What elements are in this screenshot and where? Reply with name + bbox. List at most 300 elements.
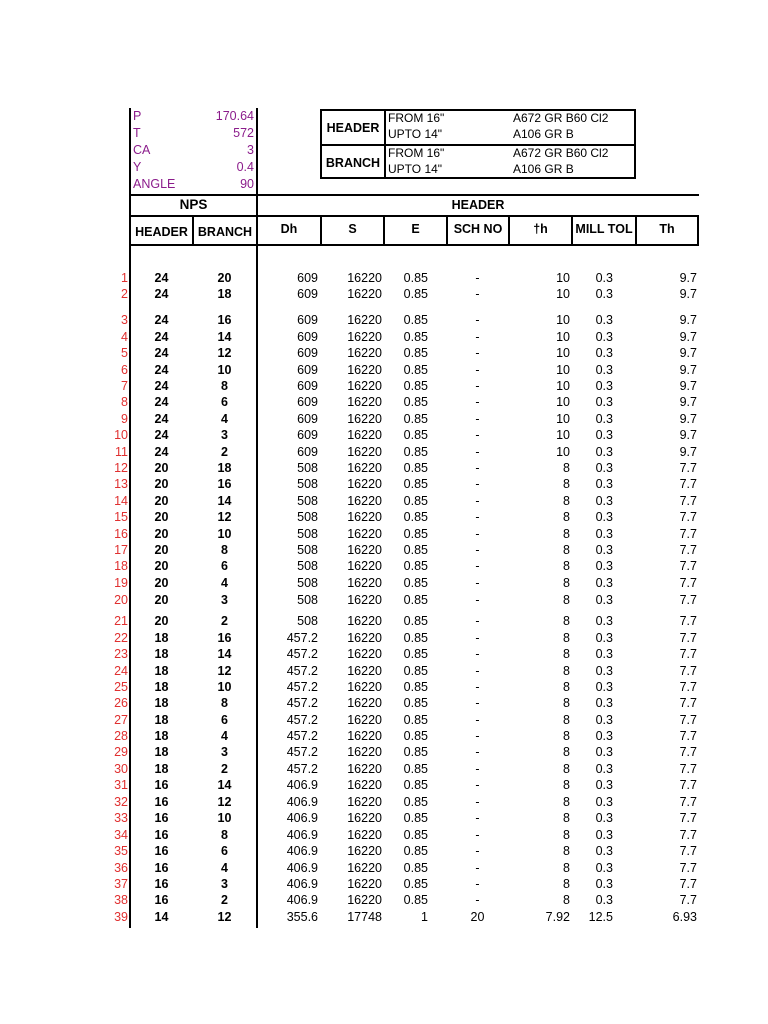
cell-th: 7.7 [679,477,697,491]
table-row [0,460,768,476]
cell-header-nps: 24 [154,287,169,301]
cell-header-nps: 16 [154,778,169,792]
material-grade: A672 GR B60 Cl2 [513,111,609,125]
cell-mill-tol: 0.3 [595,614,613,628]
cell-branch-nps: 8 [221,379,228,393]
cell-branch-nps: 2 [221,762,228,776]
cell-sch-no: - [475,271,480,285]
cell-branch-nps: 12 [217,664,232,678]
cell-e: 0.85 [403,477,428,491]
cell-th-nominal: 10 [556,346,570,360]
cell-th: 7.7 [679,762,697,776]
cell-branch-nps: 3 [221,428,228,442]
row-number: 16 [114,527,128,541]
cell-e: 0.85 [403,461,428,475]
cell-header-nps: 16 [154,861,169,875]
cell-th: 7.7 [679,494,697,508]
cell-header-nps: 24 [154,428,169,442]
table-row [0,476,768,492]
cell-header-nps: 16 [154,893,169,907]
cell-sch-no: - [475,729,480,743]
cell-e: 0.85 [403,330,428,344]
cell-th-nominal: 8 [563,893,570,907]
cell-branch-nps: 18 [217,287,232,301]
cell-th: 9.7 [679,346,697,360]
cell-branch-nps: 10 [217,363,232,377]
cell-e: 0.85 [403,795,428,809]
row-number: 29 [114,745,128,759]
cell-sch-no: - [475,811,480,825]
cell-e: 0.85 [403,713,428,727]
material-branch-label: BRANCH [322,146,386,179]
row-number: 31 [114,778,128,792]
row-number: 21 [114,614,128,628]
material-size-from: FROM 16" [388,146,445,160]
cell-dh: 457.2 [286,631,318,645]
cell-e: 0.85 [403,445,428,459]
cell-mill-tol: 0.3 [595,412,613,426]
cell-sch-no: - [475,680,480,694]
cell-mill-tol: 0.3 [595,576,613,590]
table-rule-top [129,194,699,196]
cell-e: 0.85 [403,543,428,557]
cell-mill-tol: 0.3 [595,527,613,541]
cell-e: 0.85 [403,313,428,327]
col-header-e: E [411,222,420,236]
cell-th-nominal: 8 [563,745,570,759]
table-row [0,444,768,460]
cell-th: 7.7 [679,877,697,891]
param-row-y [130,159,256,176]
param-label: P [133,109,142,123]
table-row [0,542,768,558]
row-number: 28 [114,729,128,743]
cell-e: 0.85 [403,494,428,508]
cell-sch-no: - [475,576,480,590]
cell-header-nps: 20 [154,543,169,557]
cell-th: 7.7 [679,745,697,759]
cell-th-nominal: 8 [563,631,570,645]
cell-branch-nps: 12 [217,910,232,924]
table-row [0,378,768,394]
cell-dh: 508 [297,527,318,541]
cell-sch-no: - [475,631,480,645]
cell-branch-nps: 2 [221,893,228,907]
cell-s: 16220 [347,614,382,628]
cell-th: 7.7 [679,729,697,743]
table-row [0,761,768,777]
param-label: T [133,126,141,140]
cell-header-nps: 18 [154,762,169,776]
cell-th: 7.7 [679,696,697,710]
cell-dh: 609 [297,445,318,459]
row-number: 33 [114,811,128,825]
header-group-heading: HEADER [451,198,505,212]
cell-s: 16220 [347,494,382,508]
cell-mill-tol: 0.3 [595,631,613,645]
cell-s: 16220 [347,844,382,858]
cell-mill-tol: 0.3 [595,713,613,727]
cell-th: 7.7 [679,893,697,907]
cell-th: 7.7 [679,647,697,661]
cell-sch-no: - [475,713,480,727]
cell-th: 7.7 [679,795,697,809]
cell-th-nominal: 8 [563,696,570,710]
cell-e: 0.85 [403,778,428,792]
cell-branch-nps: 14 [217,494,232,508]
cell-branch-nps: 16 [217,477,232,491]
cell-s: 16220 [347,330,382,344]
table-rule-subheader [129,215,699,217]
cell-s: 16220 [347,559,382,573]
cell-sch-no: - [475,559,480,573]
cell-s: 16220 [347,713,382,727]
cell-th: 6.93 [672,910,697,924]
cell-mill-tol: 0.3 [595,428,613,442]
cell-e: 0.85 [403,696,428,710]
cell-dh: 508 [297,510,318,524]
cell-th: 9.7 [679,395,697,409]
col-divider [697,215,699,245]
cell-sch-no: - [475,593,480,607]
col-header-s: S [348,222,357,236]
cell-branch-nps: 3 [221,593,228,607]
cell-th: 7.7 [679,811,697,825]
table-row [0,509,768,525]
param-row-p [130,108,256,125]
cell-th: 7.7 [679,861,697,875]
cell-s: 16220 [347,729,382,743]
table-row [0,592,768,608]
cell-mill-tol: 0.3 [595,510,613,524]
cell-sch-no: - [475,893,480,907]
cell-th-nominal: 10 [556,287,570,301]
material-size-from: FROM 16" [388,111,445,125]
cell-branch-nps: 18 [217,461,232,475]
cell-e: 0.85 [403,576,428,590]
cell-th-nominal: 8 [563,861,570,875]
cell-e: 0.85 [403,680,428,694]
cell-s: 16220 [347,795,382,809]
table-row [0,843,768,859]
cell-branch-nps: 6 [221,844,228,858]
cell-header-nps: 24 [154,445,169,459]
cell-s: 17748 [347,910,382,924]
cell-e: 0.85 [403,527,428,541]
cell-e: 0.85 [403,811,428,825]
cell-branch-nps: 3 [221,745,228,759]
cell-header-nps: 20 [154,576,169,590]
cell-th: 9.7 [679,428,697,442]
cell-dh: 406.9 [286,778,318,792]
cell-dh: 508 [297,614,318,628]
cell-dh: 508 [297,543,318,557]
cell-dh: 457.2 [286,664,318,678]
cell-mill-tol: 0.3 [595,861,613,875]
cell-dh: 355.6 [286,910,318,924]
cell-mill-tol: 0.3 [595,363,613,377]
cell-e: 0.85 [403,271,428,285]
cell-mill-tol: 0.3 [595,543,613,557]
row-number: 39 [114,910,128,924]
nps-heading: NPS [179,197,208,212]
row-number: 20 [114,593,128,607]
table-row [0,394,768,410]
cell-th-nominal: 10 [556,412,570,426]
cell-e: 0.85 [403,893,428,907]
cell-branch-nps: 14 [217,778,232,792]
cell-dh: 406.9 [286,811,318,825]
cell-th: 7.7 [679,576,697,590]
cell-mill-tol: 0.3 [595,346,613,360]
cell-mill-tol: 0.3 [595,778,613,792]
row-number: 36 [114,861,128,875]
cell-th: 9.7 [679,313,697,327]
cell-header-nps: 24 [154,313,169,327]
cell-mill-tol: 0.3 [595,828,613,842]
cell-dh: 457.2 [286,713,318,727]
cell-th: 7.7 [679,527,697,541]
cell-sch-no: - [475,346,480,360]
cell-sch-no: 20 [470,910,485,924]
param-value: 170.64 [215,109,254,123]
cell-th: 7.7 [679,614,697,628]
cell-dh: 508 [297,593,318,607]
cell-header-nps: 18 [154,696,169,710]
col-header-th: Th [659,222,675,236]
cell-sch-no: - [475,861,480,875]
cell-dh: 508 [297,494,318,508]
cell-s: 16220 [347,745,382,759]
cell-s: 16220 [347,828,382,842]
cell-dh: 609 [297,395,318,409]
cell-mill-tol: 0.3 [595,680,613,694]
cell-th-nominal: 10 [556,395,570,409]
cell-dh: 457.2 [286,696,318,710]
param-value: 3 [247,143,254,157]
cell-header-nps: 18 [154,631,169,645]
cell-dh: 457.2 [286,729,318,743]
cell-s: 16220 [347,680,382,694]
cell-th-nominal: 8 [563,828,570,842]
cell-header-nps: 16 [154,828,169,842]
table-row [0,362,768,378]
cell-dh: 406.9 [286,828,318,842]
cell-branch-nps: 10 [217,811,232,825]
cell-e: 0.85 [403,287,428,301]
table-row [0,794,768,810]
cell-sch-no: - [475,461,480,475]
row-number: 8 [121,395,128,409]
cell-dh: 406.9 [286,844,318,858]
cell-e: 0.85 [403,762,428,776]
cell-s: 16220 [347,445,382,459]
param-row-angle [130,176,256,193]
cell-sch-no: - [475,494,480,508]
material-size-upto: UPTO 14" [388,127,443,141]
material-spec-box [320,109,636,179]
cell-branch-nps: 8 [221,543,228,557]
cell-th-nominal: 8 [563,877,570,891]
cell-s: 16220 [347,543,382,557]
table-row [0,860,768,876]
cell-sch-no: - [475,762,480,776]
cell-s: 16220 [347,631,382,645]
cell-s: 16220 [347,647,382,661]
cell-dh: 508 [297,477,318,491]
cell-header-nps: 18 [154,745,169,759]
cell-sch-no: - [475,477,480,491]
cell-dh: 406.9 [286,893,318,907]
cell-dh: 457.2 [286,680,318,694]
param-label: ANGLE [133,177,176,191]
cell-s: 16220 [347,778,382,792]
cell-th-nominal: 8 [563,664,570,678]
cell-mill-tol: 0.3 [595,379,613,393]
cell-header-nps: 16 [154,844,169,858]
cell-branch-nps: 6 [221,559,228,573]
row-number: 27 [114,713,128,727]
table-row [0,663,768,679]
cell-e: 0.85 [403,664,428,678]
cell-dh: 406.9 [286,861,318,875]
cell-dh: 508 [297,559,318,573]
cell-dh: 609 [297,428,318,442]
cell-th: 7.7 [679,664,697,678]
col-header-branch: BRANCH [197,225,253,239]
cell-th: 7.7 [679,559,697,573]
cell-th-nominal: 8 [563,762,570,776]
row-number: 24 [114,664,128,678]
row-number: 7 [121,379,128,393]
cell-branch-nps: 4 [221,412,228,426]
cell-sch-no: - [475,778,480,792]
row-number: 34 [114,828,128,842]
cell-s: 16220 [347,510,382,524]
cell-th-nominal: 8 [563,680,570,694]
cell-branch-nps: 4 [221,861,228,875]
cell-th-nominal: 8 [563,559,570,573]
cell-th: 9.7 [679,412,697,426]
cell-header-nps: 20 [154,461,169,475]
cell-th: 7.7 [679,461,697,475]
cell-e: 0.85 [403,510,428,524]
cell-sch-no: - [475,664,480,678]
cell-header-nps: 24 [154,330,169,344]
table-row [0,312,768,328]
cell-dh: 609 [297,287,318,301]
cell-mill-tol: 0.3 [595,395,613,409]
cell-dh: 609 [297,346,318,360]
cell-header-nps: 20 [154,593,169,607]
cell-dh: 609 [297,313,318,327]
cell-th: 7.7 [679,713,697,727]
col-header-sch-no: SCH NO [453,222,503,236]
cell-dh: 457.2 [286,647,318,661]
cell-mill-tol: 0.3 [595,559,613,573]
cell-e: 0.85 [403,861,428,875]
col-header-header: HEADER [135,225,188,239]
cell-th: 9.7 [679,287,697,301]
row-number: 37 [114,877,128,891]
cell-branch-nps: 3 [221,877,228,891]
cell-header-nps: 16 [154,795,169,809]
cell-sch-no: - [475,330,480,344]
param-value: 90 [240,177,254,191]
cell-mill-tol: 0.3 [595,271,613,285]
table-row [0,909,768,925]
cell-header-nps: 24 [154,363,169,377]
cell-branch-nps: 14 [217,647,232,661]
table-row [0,646,768,662]
cell-header-nps: 24 [154,395,169,409]
cell-mill-tol: 0.3 [595,795,613,809]
cell-th-nominal: 8 [563,494,570,508]
cell-th-nominal: 8 [563,543,570,557]
cell-e: 0.85 [403,363,428,377]
cell-th-nominal: 8 [563,477,570,491]
table-row [0,695,768,711]
cell-header-nps: 16 [154,811,169,825]
cell-sch-no: - [475,877,480,891]
cell-mill-tol: 0.3 [595,729,613,743]
cell-header-nps: 24 [154,346,169,360]
cell-branch-nps: 10 [217,527,232,541]
cell-mill-tol: 0.3 [595,664,613,678]
cell-th-nominal: 8 [563,461,570,475]
cell-th-nominal: 10 [556,330,570,344]
row-number: 15 [114,510,128,524]
cell-branch-nps: 16 [217,631,232,645]
cell-dh: 609 [297,330,318,344]
cell-mill-tol: 0.3 [595,745,613,759]
cell-dh: 406.9 [286,877,318,891]
cell-mill-tol: 0.3 [595,877,613,891]
table-row [0,630,768,646]
cell-e: 0.85 [403,844,428,858]
cell-s: 16220 [347,593,382,607]
cell-th: 9.7 [679,379,697,393]
cell-branch-nps: 20 [217,271,232,285]
row-number: 26 [114,696,128,710]
cell-th-nominal: 8 [563,811,570,825]
cell-mill-tol: 0.3 [595,445,613,459]
cell-th: 7.7 [679,828,697,842]
cell-e: 0.85 [403,745,428,759]
row-number: 12 [114,461,128,475]
param-value: 572 [233,126,254,140]
cell-e: 0.85 [403,828,428,842]
cell-header-nps: 24 [154,271,169,285]
cell-mill-tol: 0.3 [595,461,613,475]
cell-sch-no: - [475,527,480,541]
cell-dh: 508 [297,461,318,475]
cell-sch-no: - [475,395,480,409]
cell-e: 0.85 [403,428,428,442]
cell-sch-no: - [475,795,480,809]
cell-header-nps: 24 [154,379,169,393]
cell-sch-no: - [475,287,480,301]
cell-header-nps: 14 [154,910,169,924]
cell-branch-nps: 4 [221,576,228,590]
cell-branch-nps: 2 [221,614,228,628]
param-label: CA [133,143,151,157]
cell-s: 16220 [347,527,382,541]
cell-s: 16220 [347,477,382,491]
cell-header-nps: 16 [154,877,169,891]
table-row [0,493,768,509]
cell-s: 16220 [347,576,382,590]
